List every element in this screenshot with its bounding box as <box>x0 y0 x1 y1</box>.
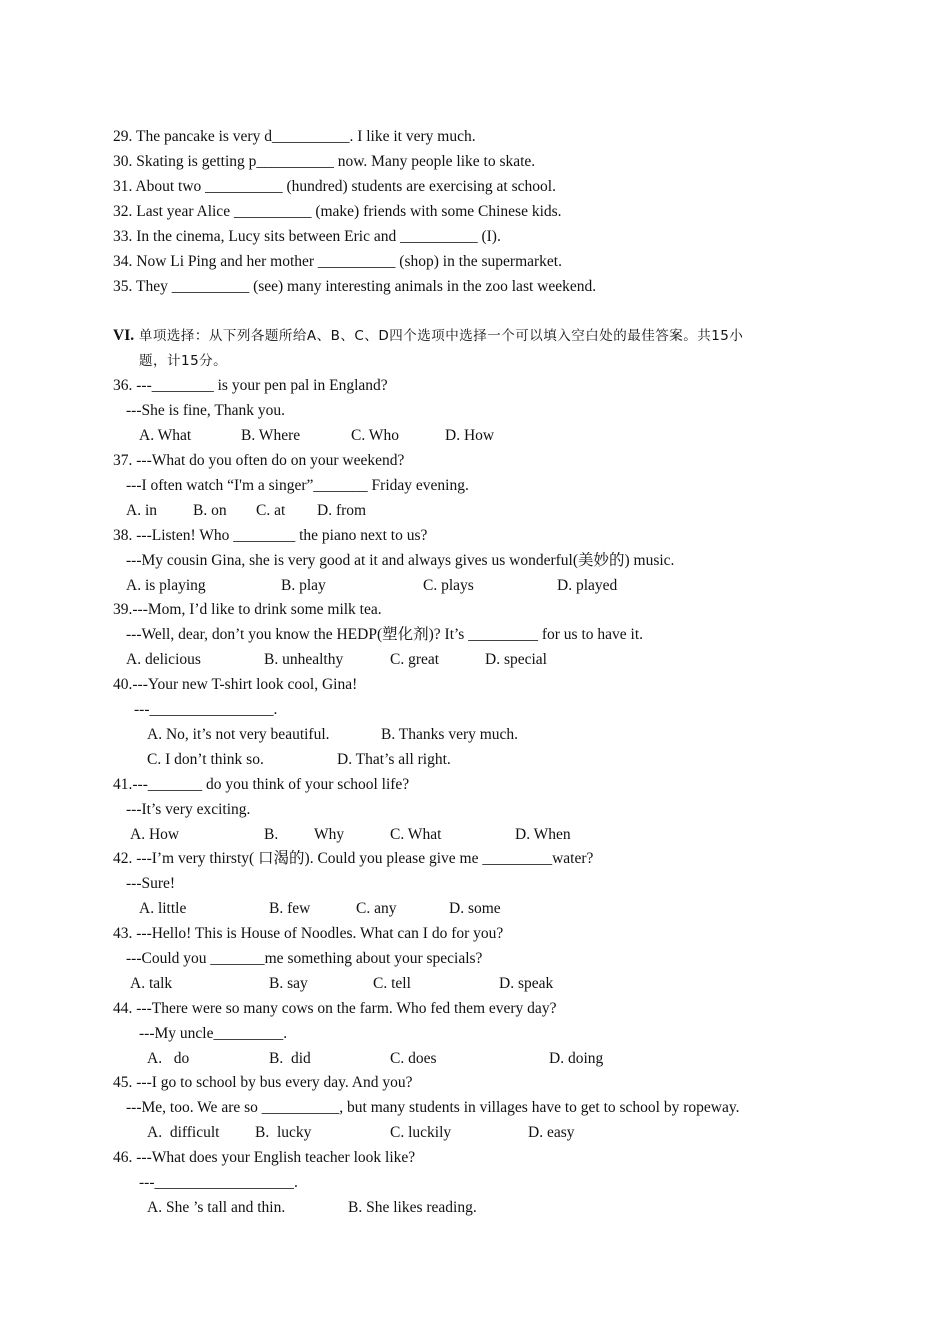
question-39-option-b: B. unhealthy <box>264 651 344 668</box>
question-42-reply: ---Sure! <box>126 875 176 892</box>
question-36-option-a: A. What <box>139 427 192 444</box>
question-41-option-d: D. When <box>515 826 571 843</box>
question-41-option-c: C. What <box>390 826 442 843</box>
question-38-option-a: A. is playing <box>126 577 206 594</box>
section-number: VI. <box>113 327 135 344</box>
question-41-option-a: A. How <box>130 826 180 843</box>
section-instruction: 单项选择：从下列各题所给A、B、C、D四个选项中选择一个可以填入空白处的最佳答案。共15小 <box>138 328 744 344</box>
question-40-option-c: C. I don’t think so. <box>147 751 264 768</box>
question-44-reply: ---My uncle_________. <box>139 1025 288 1042</box>
question-37-option-a: A. in <box>126 502 157 519</box>
question-42-stem: 42. ---I’m very thirsty( 口渴的). Could you please give me _________water? <box>113 850 594 867</box>
question-44-option-c: C. does <box>390 1050 437 1067</box>
question-32: 32. Last year Alice __________ (make) friends with some Chinese kids. <box>113 203 562 220</box>
question-38-option-d: D. played <box>557 577 618 594</box>
section-instruction-cont: 题，计15分。 <box>139 353 228 369</box>
question-40-option-b: B. Thanks very much. <box>381 726 519 743</box>
question-45-stem: 45. ---I go to school by bus every day. And you? <box>113 1074 413 1091</box>
question-30: 30. Skating is getting p__________ now. Many people like to skate. <box>113 153 536 170</box>
question-45-reply: ---Me, too. We are so __________, but many students in villages have to get to school by ropeway. <box>126 1099 740 1116</box>
question-43-reply: ---Could you _______me something about your specials? <box>126 950 483 967</box>
question-41-stem: 41.---_______ do you think of your school life? <box>113 776 410 793</box>
question-42-option-c: C. any <box>356 900 397 917</box>
question-43-option-d: D. speak <box>499 975 554 992</box>
question-40-stem: 40.---Your new T-shirt look cool, Gina! <box>113 676 358 693</box>
question-36-option-d: D. How <box>445 427 495 444</box>
question-43-stem: 43. ---Hello! This is House of Noodles. What can I do for you? <box>113 925 504 942</box>
question-46-reply: ---__________________. <box>139 1174 298 1191</box>
question-45-option-d: D. easy <box>528 1124 575 1141</box>
question-37-option-d: D. from <box>317 502 367 519</box>
question-46-stem: 46. ---What does your English teacher look like? <box>113 1149 416 1166</box>
question-40-reply: ---________________. <box>134 701 278 718</box>
question-43-option-c: C. tell <box>373 975 411 992</box>
question-35: 35. They __________ (see) many interesting animals in the zoo last weekend. <box>113 278 597 295</box>
question-39-option-c: C. great <box>390 651 440 668</box>
question-43-option-b: B. say <box>269 975 308 992</box>
question-40-option-d: D. That’s all right. <box>337 751 451 768</box>
question-37-reply: ---I often watch “I'm a singer”_______ Friday evening. <box>126 477 469 494</box>
question-39-option-a: A. delicious <box>126 651 201 668</box>
question-38-reply: ---My cousin Gina, she is very good at it and always gives us wonderful(美妙的) music. <box>126 552 675 569</box>
question-38-stem: 38. ---Listen! Who ________ the piano next to us? <box>113 527 428 544</box>
question-39-reply: ---Well, dear, don’t you know the HEDP(塑化剂)? It’s _________ for us to have it. <box>126 626 644 643</box>
question-39-option-d: D. special <box>485 651 547 668</box>
question-44-option-b: B. did <box>269 1050 311 1067</box>
question-45-option-c: C. luckily <box>390 1124 452 1141</box>
question-39-stem: 39.---Mom, I’d like to drink some milk tea. <box>113 601 382 618</box>
question-34: 34. Now Li Ping and her mother __________ (shop) in the supermarket. <box>113 253 562 270</box>
question-38-option-b: B. play <box>281 577 326 594</box>
section-heading <box>113 326 743 346</box>
question-40-option-a: A. No, it’s not very beautiful. <box>147 726 330 743</box>
question-36-option-c: C. Who <box>351 427 399 444</box>
question-37-option-b: B. on <box>193 502 227 519</box>
question-31: 31. About two __________ (hundred) students are exercising at school. <box>113 178 556 195</box>
question-43-option-a: A. talk <box>130 975 173 992</box>
question-29: 29. The pancake is very d__________. I like it very much. <box>113 128 476 145</box>
question-37-option-c: C. at <box>256 502 286 519</box>
question-46-option-b: B. She likes reading. <box>348 1199 477 1216</box>
question-46-option-a: A. She ’s tall and thin. <box>147 1199 286 1216</box>
question-45-option-b: B. lucky <box>255 1124 312 1141</box>
question-37-stem: 37. ---What do you often do on your weekend? <box>113 452 405 469</box>
question-44-option-d: D. doing <box>549 1050 604 1067</box>
question-44-stem: 44. ---There were so many cows on the farm. Who fed them every day? <box>113 1000 557 1017</box>
question-41-option-b-text: Why <box>314 826 345 843</box>
question-41-option-b: B. <box>264 826 279 843</box>
question-36-option-b: B. Where <box>241 427 301 444</box>
question-33: 33. In the cinema, Lucy sits between Eric and __________ (I). <box>113 228 501 245</box>
question-42-option-d: D. some <box>449 900 501 917</box>
question-41-reply: ---It’s very exciting. <box>126 801 251 818</box>
question-38-option-c: C. plays <box>423 577 474 594</box>
question-42-option-b: B. few <box>269 900 311 917</box>
question-42-option-a: A. little <box>139 900 187 917</box>
question-36-reply: ---She is fine, Thank you. <box>126 402 285 419</box>
question-44-option-a: A. do <box>147 1050 190 1067</box>
question-36-stem: 36. ---________ is your pen pal in England? <box>113 377 388 394</box>
question-45-option-a: A. difficult <box>147 1124 220 1141</box>
